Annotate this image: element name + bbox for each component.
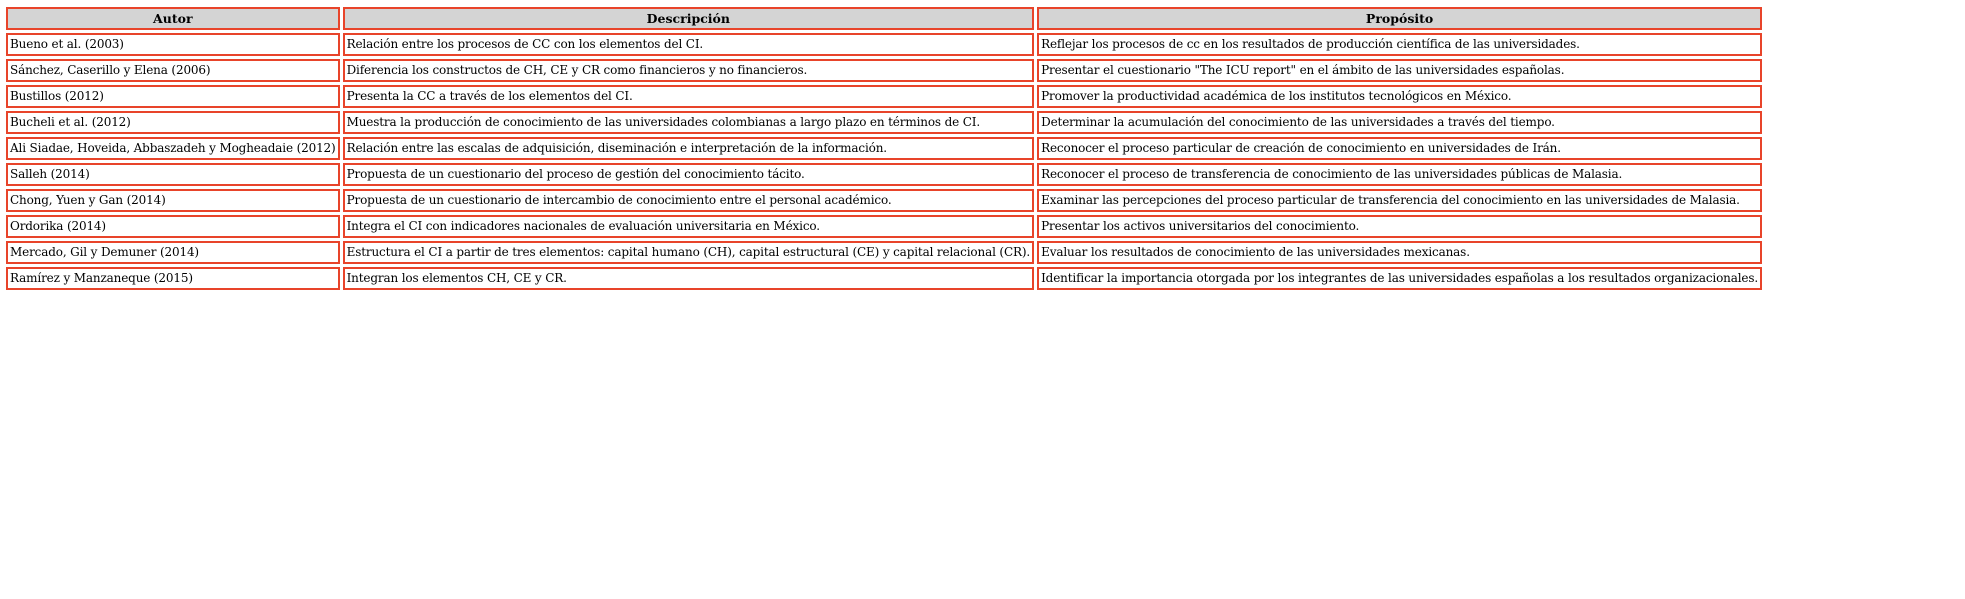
- cell-autor: Ordorika (2014): [6, 215, 340, 238]
- table-body: [6, 33, 1762, 290]
- table-row: [6, 33, 1762, 56]
- cell-descripcion: Propuesta de un cuestionario del proceso de gestión del conocimiento tácito.: [343, 163, 1035, 186]
- cell-descripcion: Relación entre los procesos de CC con los elementos del CI.: [343, 33, 1035, 56]
- cell-descripcion: Estructura el CI a partir de tres elementos: capital humano (CH), capital estructural (CE) y capital relacional (CR).: [343, 241, 1035, 264]
- table-row: [6, 267, 1762, 290]
- cell-proposito: Reconocer el proceso de transferencia de conocimiento de las universidades públicas de Malasia.: [1037, 163, 1762, 186]
- cell-proposito: Promover la productividad académica de los institutos tecnológicos en México.: [1037, 85, 1762, 108]
- cell-descripcion: Muestra la producción de conocimiento de las universidades colombianas a largo plazo en términos de CI.: [343, 111, 1035, 134]
- literature-review-table: [3, 4, 1765, 293]
- cell-descripcion: Relación entre las escalas de adquisición, diseminación e interpretación de la información.: [343, 137, 1035, 160]
- cell-descripcion: Integran los elementos CH, CE y CR.: [343, 267, 1035, 290]
- cell-proposito: Identificar la importancia otorgada por los integrantes de las universidades españolas a los resultados organizacionales.: [1037, 267, 1762, 290]
- cell-descripcion: Diferencia los constructos de CH, CE y CR como financieros y no financieros.: [343, 59, 1035, 82]
- table-header: [6, 7, 1762, 30]
- cell-proposito: Reflejar los procesos de cc en los resultados de producción científica de las universidades.: [1037, 33, 1762, 56]
- table-row: [6, 111, 1762, 134]
- cell-proposito: Presentar el cuestionario "The ICU report" en el ámbito de las universidades españolas.: [1037, 59, 1762, 82]
- cell-autor: Salleh (2014): [6, 163, 340, 186]
- cell-proposito: Reconocer el proceso particular de creación de conocimiento en universidades de Irán.: [1037, 137, 1762, 160]
- cell-descripcion: Presenta la CC a través de los elementos del CI.: [343, 85, 1035, 108]
- table-row: [6, 189, 1762, 212]
- cell-proposito: Evaluar los resultados de conocimiento de las universidades mexicanas.: [1037, 241, 1762, 264]
- cell-descripcion: Integra el CI con indicadores nacionales de evaluación universitaria en México.: [343, 215, 1035, 238]
- header-row: [6, 7, 1762, 30]
- header-descripcion: Descripción: [343, 7, 1035, 30]
- table-row: [6, 59, 1762, 82]
- cell-autor: Mercado, Gil y Demuner (2014): [6, 241, 340, 264]
- cell-proposito: Examinar las percepciones del proceso particular de transferencia del conocimiento en las universidades de Malasia.: [1037, 189, 1762, 212]
- cell-proposito: Determinar la acumulación del conocimiento de las universidades a través del tiempo.: [1037, 111, 1762, 134]
- cell-autor: Bucheli et al. (2012): [6, 111, 340, 134]
- table-row: [6, 85, 1762, 108]
- cell-autor: Ramírez y Manzaneque (2015): [6, 267, 340, 290]
- cell-autor: Sánchez, Caserillo y Elena (2006): [6, 59, 340, 82]
- cell-proposito: Presentar los activos universitarios del conocimiento.: [1037, 215, 1762, 238]
- table-row: [6, 163, 1762, 186]
- cell-descripcion: Propuesta de un cuestionario de intercambio de conocimiento entre el personal académico.: [343, 189, 1035, 212]
- cell-autor: Bustillos (2012): [6, 85, 340, 108]
- table-row: [6, 215, 1762, 238]
- header-proposito: Propósito: [1037, 7, 1762, 30]
- table-row: [6, 241, 1762, 264]
- table-row: [6, 137, 1762, 160]
- cell-autor: Chong, Yuen y Gan (2014): [6, 189, 340, 212]
- cell-autor: Ali Siadae, Hoveida, Abbaszadeh y Mogheadaie (2012): [6, 137, 340, 160]
- cell-autor: Bueno et al. (2003): [6, 33, 340, 56]
- header-autor: Autor: [6, 7, 340, 30]
